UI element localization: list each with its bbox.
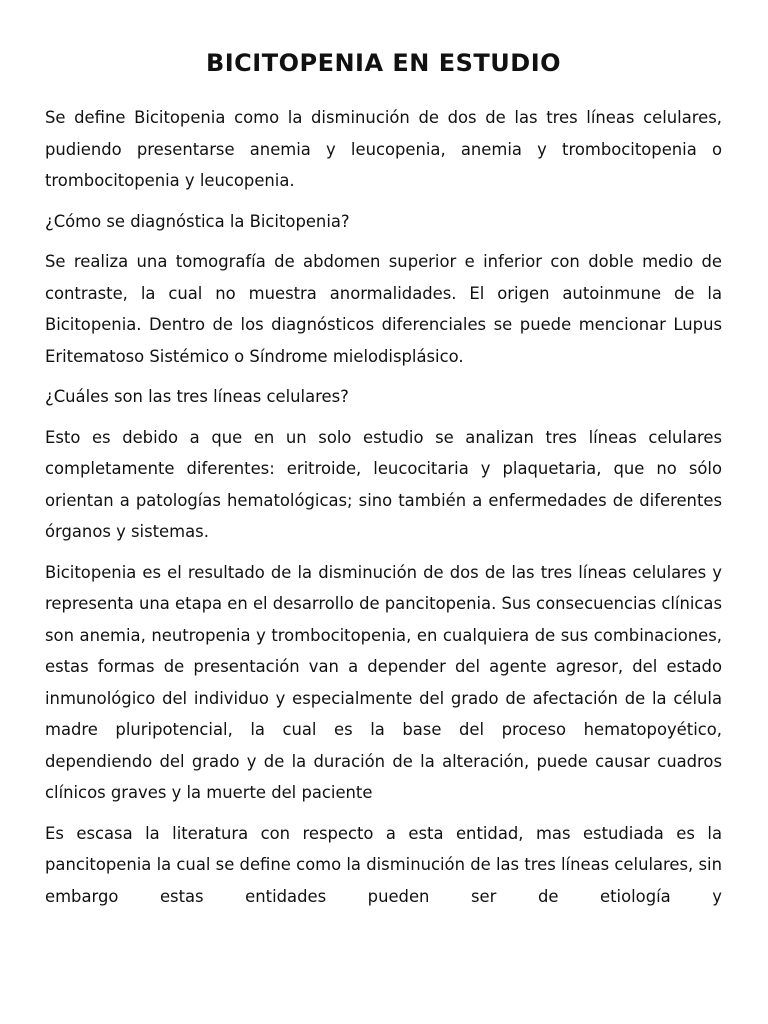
document-page (45, 46, 722, 921)
paragraph-cell-lines: Esto es debido a que en un solo estudio se analizan tres líneas celulares completamente diferentes: eritroide, leucocitaria y plaquetaria, que no sólo orientan a patologías hematológicas; sino también a enfermedades de diferentes órganos y sistemas. (45, 427, 722, 541)
document-title: BICITOPENIA EN ESTUDIO (205, 49, 562, 77)
paragraph-diagnosis: Se realiza una tomografía de abdomen superior e inferior con doble medio de contraste, la cual no muestra anormalidades. El origen autoinmune de la Bicitopenia. Dentro de los diagnósticos diferenciales se puede mencionar Lupus Eritematoso Sistémico o Síndrome mielodisplásico. (45, 252, 722, 366)
question-cell-lines: ¿Cuáles son las tres líneas celulares? (45, 387, 349, 406)
paragraph-consequences: Bicitopenia es el resultado de la disminución de dos de las tres líneas celulares y representa una etapa en el desarrollo de pancitopenia. Sus consecuencias clínicas son anemia, neutropenia y trombocitopenia, en cualquiera de sus combinaciones, estas formas de presentación van a depender del agente agresor, del estado inmunológico del individuo y especialmente del grado de afectación de la célula madre pluripotencial, la cual es la base del proceso hematopoyético, dependiendo del grado y de la duración de la alteración, puede causar cuadros clínicos graves y la muerte del paciente (45, 562, 723, 802)
paragraph-definition: Se define Bicitopenia como la disminución de dos de las tres líneas celulares, pudiendo presentarse anemia y leucopenia, anemia y trombocitopenia o trombocitopenia y leucopenia. (45, 108, 722, 190)
question-diagnosis: ¿Cómo se diagnóstica la Bicitopenia? (45, 211, 350, 231)
paragraph-literature: Es escasa la literatura con respecto a esta entidad, mas estudiada es la pancitopenia la cual se define como la disminución de las tres líneas celulares, sin embargo estas entidades pueden ser de etiología y (45, 823, 722, 906)
